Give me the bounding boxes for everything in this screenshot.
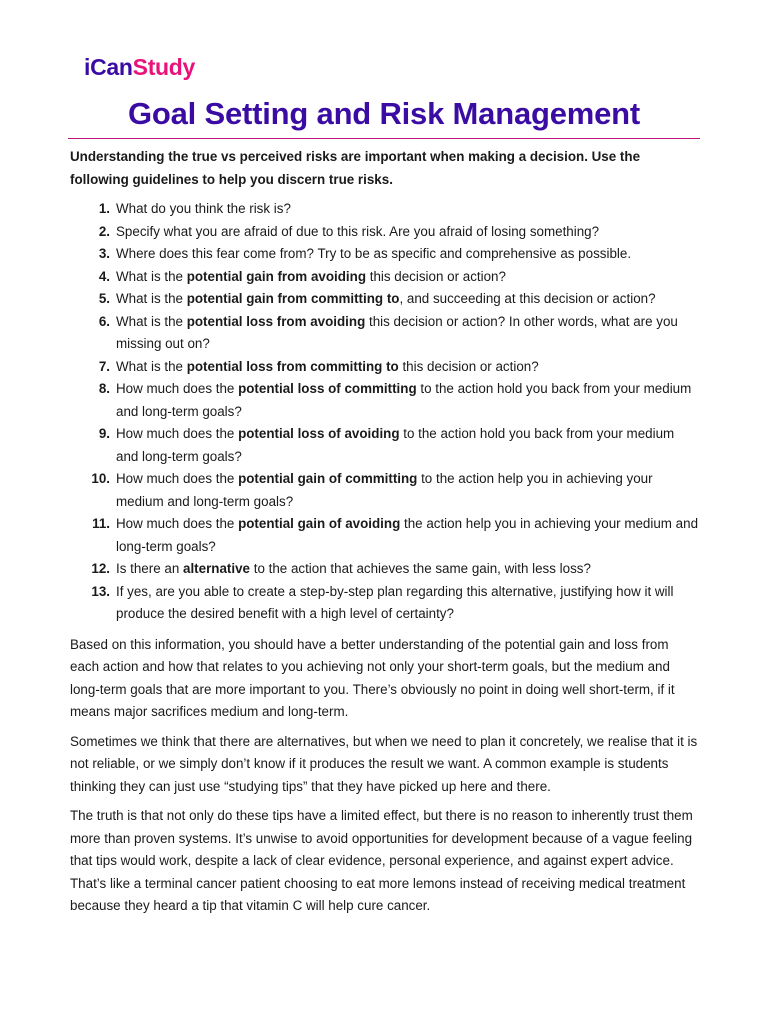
- list-number: 6.: [98, 313, 110, 329]
- body-paragraph-3: The truth is that not only do these tips have a limited effect, but there is no reason to inherently trust them more than proven systems. It’s unwise to avoid opportunities for development because of a vague feeling that tips would work, despite a lack of clear evidence, personal experience, and against expert advice. That’s like a terminal cancer patient choosing to eat more lemons instead of receiving medical treatment because they heard a tip that vitamin C will help cure cancer.: [70, 808, 693, 913]
- list-text-after: to the action that achieves the same gain, with less loss?: [250, 561, 591, 576]
- list-text-after: , and succeeding at this decision or action?: [399, 291, 656, 306]
- list-item: [70, 243, 700, 266]
- title-divider: [68, 138, 700, 139]
- list-number: 3.: [98, 246, 110, 261]
- list-number: 13.: [91, 583, 110, 599]
- list-emphasis: potential loss from committing to: [186, 358, 399, 374]
- guideline-list: [70, 198, 700, 626]
- list-item: [70, 558, 700, 581]
- list-item: [70, 356, 700, 379]
- list-text: What is the: [116, 291, 187, 306]
- list-text-after: to the action hold you back from your medium and long-term goals?: [116, 381, 692, 419]
- list-emphasis: potential loss of committing: [238, 381, 417, 396]
- list-emphasis: potential loss of avoiding: [238, 426, 400, 441]
- list-emphasis: potential gain of avoiding: [238, 516, 401, 531]
- list-emphasis: potential gain from committing to: [186, 291, 400, 306]
- body-paragraph-2: Sometimes we think that there are alternatives, but when we need to plan it concretely, we realise that it is not reliable, or we simply don’t know if it produces the result we want. A common example is students thinking they can just use “studying tips” that they have picked up here and there.: [70, 733, 698, 794]
- list-emphasis: potential gain from avoiding: [186, 268, 366, 284]
- list-text-after: the action help you in achieving your medium and long-term goals?: [116, 516, 699, 554]
- list-item: [70, 221, 700, 244]
- list-number: 8.: [98, 381, 110, 396]
- intro-text: Understanding the true vs perceived risks are important when making a decision. Use the following guidelines to help you discern true risks.: [70, 149, 641, 187]
- list-text: How much does the: [116, 471, 239, 486]
- list-item: [70, 378, 700, 423]
- list-number: 7.: [98, 358, 110, 374]
- list-number: 12.: [91, 561, 110, 576]
- list-item: [70, 423, 700, 468]
- list-text-after: to the action help you in achieving your medium and long-term goals?: [116, 471, 653, 509]
- list-emphasis: potential loss from avoiding: [186, 313, 366, 329]
- list-text-after: this decision or action? In other words, what are you missing out on?: [116, 313, 678, 351]
- list-number: 11.: [92, 516, 110, 531]
- list-text: How much does the: [116, 381, 239, 396]
- list-number: 2.: [98, 223, 110, 239]
- list-text: If yes, are you able to create a step-by-step plan regarding this alternative, justifying how it will produce the desired benefit with a high level of certainty?: [116, 583, 674, 621]
- list-item: [70, 581, 700, 626]
- list-number: 10.: [91, 471, 110, 486]
- list-text: How much does the: [116, 426, 239, 441]
- list-item: [70, 513, 700, 558]
- list-item: [70, 198, 700, 221]
- body-paragraph-1: Based on this information, you should have a better understanding of the potential gain and loss from each action and how that relates to you achieving not only your short-term goals, but the medium and long-term goals that are more important to you. There’s obviously no point in doing well short-term, if it means major sacrifices medium and long-term.: [70, 636, 675, 719]
- list-text: What is the: [116, 358, 187, 374]
- list-emphasis: alternative: [183, 561, 250, 576]
- list-text: Specify what you are afraid of due to this risk. Are you afraid of losing something?: [116, 223, 600, 239]
- list-text-after: this decision or action?: [398, 358, 539, 374]
- list-number: 1.: [98, 201, 110, 216]
- list-item: [70, 288, 700, 311]
- list-emphasis: potential gain of committing: [238, 471, 418, 486]
- logo-i: i: [84, 54, 91, 80]
- page-title: Goal Setting and Risk Management: [127, 96, 641, 131]
- logo-can: Can: [90, 54, 133, 80]
- list-number: 4.: [98, 268, 110, 284]
- list-text: What is the: [116, 268, 187, 284]
- list-item: [70, 311, 700, 356]
- list-number: 5.: [98, 291, 110, 306]
- list-text: Where does this fear come from? Try to be as specific and comprehensive as possible.: [116, 246, 632, 261]
- list-item: [70, 468, 700, 513]
- list-text: What do you think the risk is?: [116, 201, 291, 216]
- logo-study: Study: [132, 54, 196, 80]
- list-text-after: to the action hold you back from your medium and long-term goals?: [116, 426, 675, 464]
- list-text: What is the: [116, 313, 187, 329]
- list-item: [70, 266, 700, 289]
- list-text: How much does the: [116, 516, 239, 531]
- icanstudy-logo: [84, 52, 195, 82]
- list-text-after: this decision or action?: [366, 268, 506, 284]
- list-number: 9.: [98, 426, 110, 441]
- list-text: Is there an: [116, 561, 183, 576]
- document-body: [70, 146, 700, 925]
